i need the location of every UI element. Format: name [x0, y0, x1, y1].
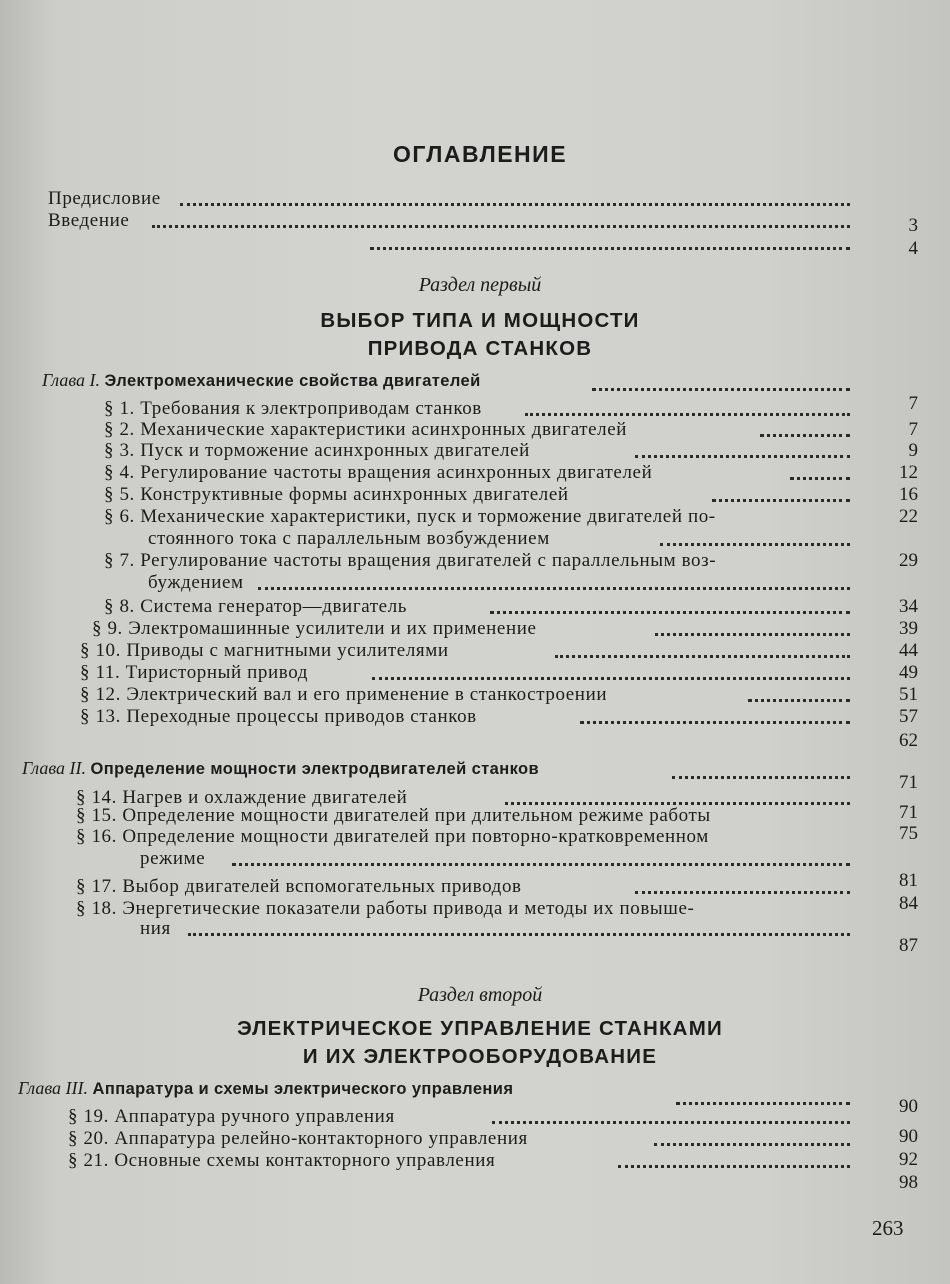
page-number: 62: [899, 730, 918, 751]
leader-dots: [790, 477, 850, 480]
toc-entry: [76, 898, 694, 919]
leader-dots: [555, 655, 850, 658]
chapter-heading: [22, 758, 539, 780]
leader-dots: [580, 721, 850, 724]
toc-entry: [104, 462, 652, 483]
section-title: Система генератор—двигатель: [140, 596, 408, 617]
page-number: 98: [899, 1172, 918, 1193]
section-title: Требования к электроприводам станков: [140, 398, 482, 419]
toc-entry: [104, 398, 482, 419]
section-title: Электромашинные усилители и их применение: [128, 618, 537, 639]
page-number: 7: [908, 419, 918, 440]
toc-entry: [104, 596, 407, 617]
page-title: ОГЛАВЛЕНИЕ: [392, 141, 568, 167]
page-number: 71: [899, 772, 918, 793]
section-title: Пуск и торможение асинхронных двигателей: [140, 440, 530, 461]
leader-dots: [372, 677, 850, 680]
leader-dots: [188, 933, 850, 936]
chapter-heading: [42, 370, 481, 392]
section-number: § 3.: [104, 440, 135, 461]
page-number: 57: [899, 706, 918, 727]
section-number: § 2.: [104, 419, 135, 440]
section-title: Приводы с магнитными усилителями: [126, 640, 449, 661]
section-title: Переходные процессы приводов станков: [126, 706, 477, 727]
leader-dots: [180, 203, 850, 206]
toc-entry: [76, 876, 522, 897]
section-title: Электрический вал и его применение в станкостроении: [126, 684, 608, 705]
section-number: § 14.: [76, 787, 117, 808]
section-number: § 7.: [104, 550, 135, 571]
leader-dots: [618, 1165, 850, 1168]
page-number: 22: [899, 506, 918, 527]
toc-entry: [104, 419, 627, 440]
section-title-continued: режиме: [140, 848, 206, 869]
section-number: § 1.: [104, 398, 135, 419]
toc-entry: [68, 1150, 495, 1171]
page-number: 4: [908, 238, 918, 259]
leader-dots: [592, 388, 850, 391]
leader-dots: [152, 225, 850, 228]
toc-entry: [80, 662, 308, 683]
chapter-label: Глава I.: [42, 370, 101, 390]
page-number: 34: [899, 596, 918, 617]
section-number: § 12.: [80, 684, 121, 705]
section-number: § 13.: [80, 706, 121, 727]
toc-entry: [76, 805, 711, 826]
leader-dots: [654, 1143, 850, 1146]
page-number: 49: [899, 662, 918, 683]
page-number: 92: [899, 1149, 918, 1170]
page-number: 44: [899, 640, 918, 661]
section-number: § 9.: [92, 618, 123, 639]
section-title: Основные схемы контакторного управления: [114, 1150, 496, 1171]
leader-dots: [635, 455, 850, 458]
leader-dots: [258, 587, 850, 590]
section-title: Аппаратура релейно-контакторного управления: [114, 1128, 528, 1149]
page-number: 9: [908, 440, 918, 461]
toc-entry: [68, 1128, 528, 1149]
section-number: § 15.: [76, 805, 117, 826]
leader-dots: [748, 699, 850, 702]
page-number: 29: [899, 550, 918, 571]
section-title: Конструктивные формы асинхронных двигателей: [140, 484, 569, 505]
page-number: 90: [899, 1096, 918, 1117]
leader-dots: [525, 413, 850, 416]
chapter-title: Электромеханические свойства двигателей: [104, 372, 481, 390]
page-number: 51: [899, 684, 918, 705]
section-number: § 20.: [68, 1128, 109, 1149]
toc-entry: [104, 550, 716, 571]
leader-dots: [660, 543, 850, 546]
section-number: § 10.: [80, 640, 121, 661]
toc-entry: [104, 506, 716, 527]
section-number: § 16.: [76, 826, 117, 847]
section-title-continued: ния: [140, 918, 171, 939]
section-title: Определение мощности двигателей при повторно-кратковременном: [122, 826, 709, 847]
section-title: Энергетические показатели работы привода и методы их повыше-: [122, 898, 695, 919]
section-title: Выбор двигателей вспомогательных приводов: [122, 876, 522, 897]
toc-entry: [80, 640, 449, 661]
part-heading: И ИХ ЭЛЕКТРООБОРУДОВАНИЕ: [302, 1045, 658, 1068]
page-number: 71: [899, 802, 918, 823]
chapter-heading: [18, 1078, 513, 1100]
toc-entry: [80, 706, 477, 727]
leader-dots: [760, 434, 850, 437]
toc-entry: [68, 1106, 395, 1127]
section-number: § 19.: [68, 1106, 109, 1127]
part-label: Раздел первый: [418, 274, 542, 296]
page-number: 12: [899, 462, 918, 483]
leader-dots: [490, 611, 850, 614]
toc-entry: [76, 826, 709, 847]
toc-entry: [92, 618, 537, 639]
section-number: § 11.: [80, 662, 121, 683]
leader-dots: [712, 499, 850, 502]
part-label: Раздел второй: [417, 984, 543, 1006]
toc-entry-introduction: Введение: [48, 210, 130, 231]
leader-dots: [492, 1121, 850, 1124]
leader-dots: [635, 891, 850, 894]
section-title-continued: стоянного тока с параллельным возбуждением: [148, 528, 550, 549]
page-number: 87: [899, 935, 918, 956]
section-number: § 17.: [76, 876, 117, 897]
part-heading: ПРИВОДА СТАНКОВ: [367, 337, 593, 360]
page-folio: 263: [872, 1216, 904, 1240]
toc-entry: [104, 440, 530, 461]
section-number: § 6.: [104, 506, 135, 527]
section-number: § 5.: [104, 484, 135, 505]
chapter-title: Аппаратура и схемы электрического управления: [92, 1080, 514, 1098]
section-number: § 8.: [104, 596, 135, 617]
section-title: Нагрев и охлаждение двигателей: [122, 787, 408, 808]
page-number: 75: [899, 823, 918, 844]
chapter-title: Определение мощности электродвигателей станков: [90, 760, 540, 778]
section-title: Механические характеристики асинхронных двигателей: [140, 419, 628, 440]
page-number: 7: [908, 393, 918, 414]
section-title: Аппаратура ручного управления: [114, 1106, 395, 1127]
page-number: 90: [899, 1126, 918, 1147]
part-heading: ЭЛЕКТРИЧЕСКОЕ УПРАВЛЕНИЕ СТАНКАМИ: [237, 1017, 723, 1040]
leader-dots: [676, 1102, 850, 1105]
toc-entry: [80, 684, 607, 705]
section-title: Механические характеристики, пуск и торможение двигателей по-: [140, 506, 716, 527]
section-title: Регулирование частоты вращения асинхронных двигателей: [140, 462, 653, 483]
chapter-label: Глава III.: [18, 1078, 89, 1098]
page-number: 81: [899, 870, 918, 891]
leader-dots: [655, 633, 850, 636]
page-number: 3: [908, 215, 918, 236]
section-title: Определение мощности двигателей при длительном режиме работы: [122, 805, 711, 826]
part-heading: ВЫБОР ТИПА И МОЩНОСТИ: [320, 309, 640, 332]
page-number: 84: [899, 893, 918, 914]
page-number: 16: [899, 484, 918, 505]
section-number: § 21.: [68, 1150, 109, 1171]
chapter-label: Глава II.: [22, 758, 87, 778]
section-title: Тиристорный привод: [125, 662, 309, 683]
section-number: § 18.: [76, 898, 117, 919]
leader-dots: [370, 247, 850, 250]
leader-dots: [672, 776, 850, 779]
leader-dots: [232, 863, 850, 866]
section-number: § 4.: [104, 462, 135, 483]
toc-entry: [104, 484, 569, 505]
page-number: 39: [899, 618, 918, 639]
section-title: Регулирование частоты вращения двигателей с параллельным воз-: [140, 550, 717, 571]
toc-entry-preface: Предисловие: [48, 188, 161, 209]
section-title-continued: буждением: [148, 572, 244, 593]
